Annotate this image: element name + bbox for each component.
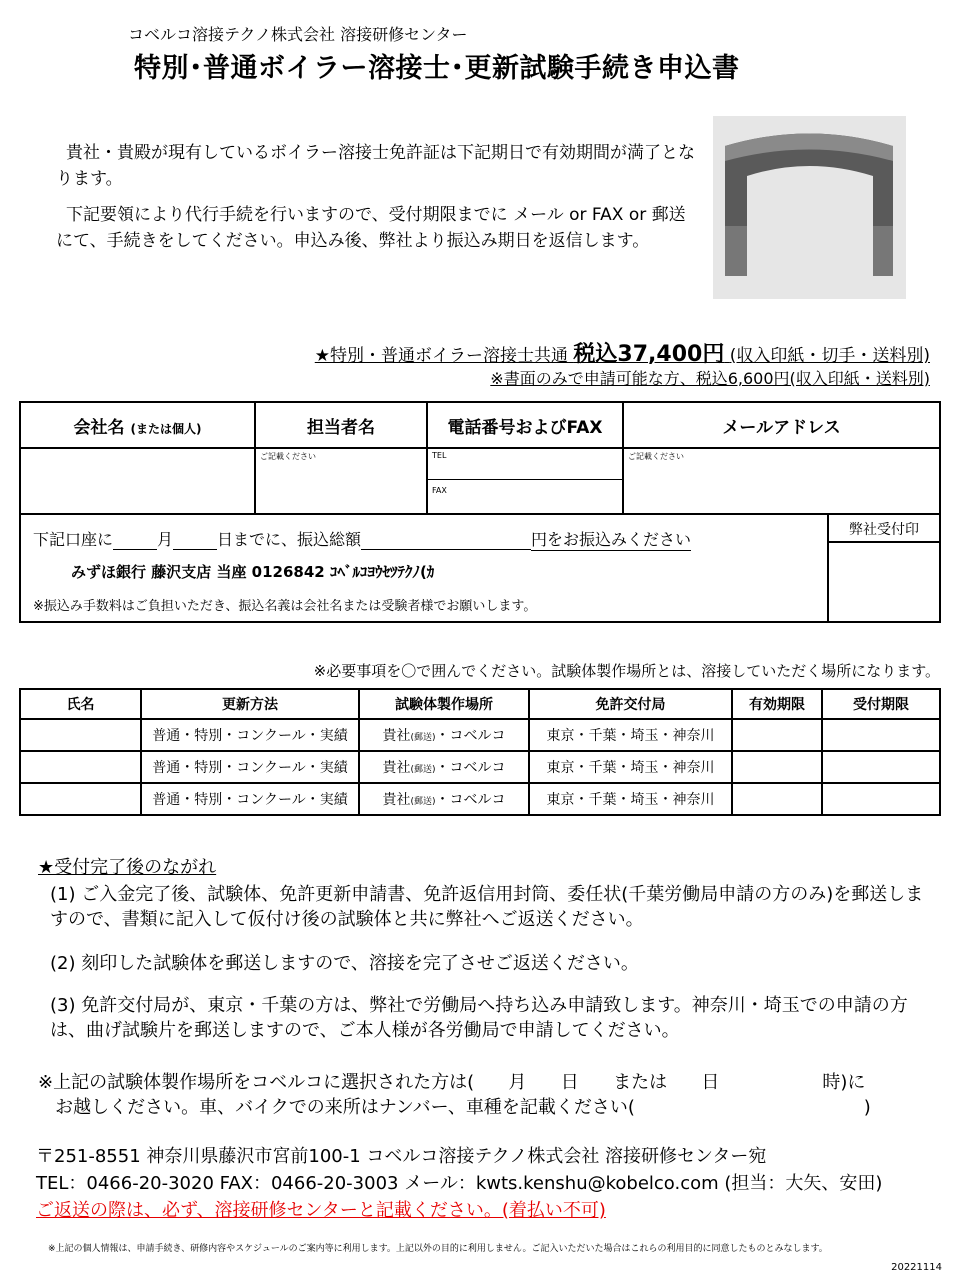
contact-info: TEL：0466-20-3020 FAX：0466-20-3003 メール：kwts.kenshu@kobelco.com (担当：大矢、安田) (36, 1173, 883, 1194)
table-row (20, 783, 940, 815)
office-cell[interactable]: 東京・千葉・埼玉・神奈川 (529, 783, 732, 815)
expiry-cell (732, 751, 822, 783)
company-header: 会社名 (または個人) (20, 402, 255, 448)
method-cell[interactable]: 普通・特別・コンクール・実績 (141, 719, 359, 751)
fee-note: ※振込み手数料はご負担いただき、振込名義は会社名または受験者様でお願いします。 (33, 599, 537, 614)
col-name: 氏名 (20, 689, 141, 719)
flow-step-1: (1) ご入金完了後、試験体、免許更新申請書、免許返信用封筒、委任状(千葉労働局申請の方のみ)を郵送しますので、書類に記入して仮付け後の試験体と共に弊社へご返送ください。 (50, 884, 924, 930)
price-note: (収入印紙・切手・送料別) (729, 346, 930, 366)
stamp-label: 弊社受付印 (829, 515, 939, 543)
payment-box (19, 513, 941, 623)
expiry-cell (732, 719, 822, 751)
address-block (36, 1143, 882, 1224)
price-line-2: ※書面のみで申請可能な方、税込6,600円(収入印紙・送料別) (490, 369, 930, 388)
place-cell[interactable]: 貴社(郵送)・コベルコ (359, 751, 529, 783)
office-cell[interactable]: 東京・千葉・埼玉・神奈川 (529, 751, 732, 783)
method-cell[interactable]: 普通・特別・コンクール・実績 (141, 783, 359, 815)
email-field[interactable]: ご記載ください (623, 448, 940, 514)
flow-title: ★受付完了後のながれ (38, 857, 217, 878)
table-row (20, 719, 940, 751)
place-cell[interactable]: 貴社(郵送)・コベルコ (359, 719, 529, 751)
col-expiry: 有効期限 (732, 689, 822, 719)
circle-note: ※必要事項を〇で囲んでください。試験体製作場所とは、溶接していただく場所になります。 (313, 662, 940, 680)
price-label: ★特別・普通ボイラー溶接士共通 (314, 346, 569, 366)
privacy-note: ※上記の個人情報は、申請手続き、研修内容やスケジュールのご案内等に利用します。上記以外の目的に利用しません。ご記入いただいた場合はこれらの利用目的に同意したものとみなします。 (48, 1244, 828, 1254)
col-deadline: 受付期限 (822, 689, 940, 719)
intro-paragraph-2: 下記要領により代行手続を行いますので、受付期限までに メール or FAX or 郵送 にて、手続きをしてください。申込み後、弊社より振込み期日を返信します。 (56, 205, 686, 251)
flow-step-2: (2) 刻印した試験体を郵送しますので、溶接を完了させご返送ください。 (50, 953, 639, 974)
method-cell[interactable]: 普通・特別・コンクール・実績 (141, 751, 359, 783)
bank-account: みずほ銀行 藤沢支店 当座 0126842 ｺﾍﾞﾙｺﾖｳｾﾂﾃｸﾉ(ｶ (71, 563, 435, 581)
email-header: メールアドレス (623, 402, 940, 448)
exam-detail-table (19, 688, 941, 816)
fax-field[interactable]: FAX (432, 486, 447, 495)
deadline-cell (822, 719, 940, 751)
col-place: 試験体製作場所 (359, 689, 529, 719)
organization-name: コベルコ溶接テクノ株式会社 溶接研修センター (128, 25, 468, 44)
visit-line-2: お越しください。車、バイクでの来所はナンバー、車種を記載ください( ) (38, 1097, 871, 1118)
visit-line-1: ※上記の試験体製作場所をコベルコに選択された方は( 月 日 または 日 時)に (38, 1072, 866, 1093)
day-field[interactable] (173, 530, 217, 550)
document-code: 20221114 (891, 1262, 942, 1273)
person-field[interactable] (255, 448, 427, 514)
price-amount: 税込37,400円 (573, 342, 725, 367)
form-title: 特別･普通ボイラー溶接士･更新試験手続き申込書 (134, 53, 740, 84)
table-row (20, 751, 940, 783)
col-method: 更新方法 (141, 689, 359, 719)
month-field[interactable] (113, 530, 157, 550)
price-line-1 (315, 337, 930, 368)
u-bend-specimen-image (713, 116, 906, 299)
receipt-stamp-box (827, 515, 939, 621)
deadline-cell (822, 783, 940, 815)
expiry-cell (732, 783, 822, 815)
intro-text (56, 140, 696, 264)
fill-hint: ご記載ください (260, 452, 316, 461)
visit-note (38, 1070, 871, 1120)
flow-step-3: (3) 免許交付局が、東京・千葉の方は、弊社で労働局へ持ち込み申請致します。神奈川・埼玉での申請の方は、曲げ試験片を郵送しますので、ご本人様が各労働局で申請してください。 (50, 995, 908, 1041)
payment-instruction: 下記口座に 月 日までに、振込総額 円をお振込みください (33, 527, 691, 551)
office-cell[interactable]: 東京・千葉・埼玉・神奈川 (529, 719, 732, 751)
phone-header: 電話番号およびFAX (427, 402, 623, 448)
phone-field[interactable] (427, 448, 623, 514)
intro-paragraph-1: 貴社・貴殿が現有しているボイラー溶接士免許証は下記期日で有効期間が満了となります。 (56, 143, 695, 189)
amount-field[interactable] (361, 530, 531, 550)
person-header: 担当者名 (255, 402, 427, 448)
postal-address: 〒251-8551 神奈川県藤沢市宮前100-1 コベルコ溶接テクノ株式会社 溶接研修センター宛 (36, 1146, 767, 1167)
name-cell[interactable] (20, 719, 141, 751)
name-cell[interactable] (20, 783, 141, 815)
tel-field[interactable]: TEL (428, 449, 622, 480)
applicant-info-table (19, 401, 941, 515)
company-field[interactable] (20, 448, 255, 514)
deadline-cell (822, 751, 940, 783)
return-warning: ご返送の際は、必ず、溶接研修センターと記載ください。(着払い不可) (36, 1200, 606, 1221)
place-cell[interactable]: 貴社(郵送)・コベルコ (359, 783, 529, 815)
col-office: 免許交付局 (529, 689, 732, 719)
test-piece-photo (713, 116, 906, 299)
name-cell[interactable] (20, 751, 141, 783)
